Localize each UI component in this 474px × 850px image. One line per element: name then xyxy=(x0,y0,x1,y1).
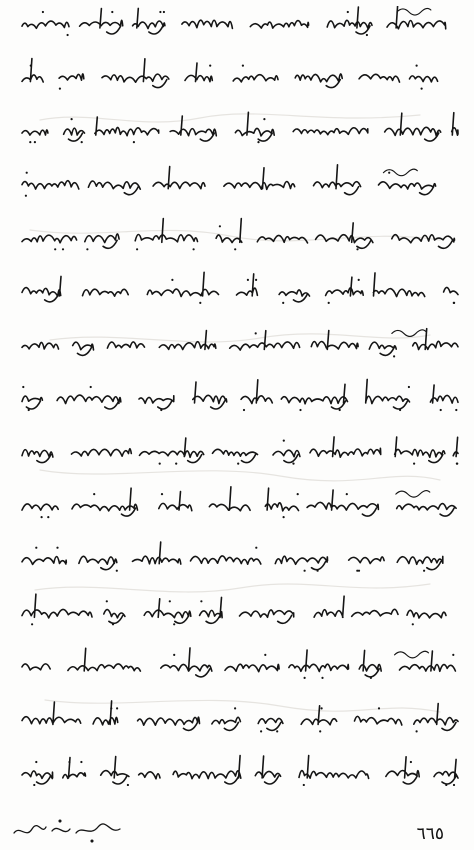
diacritic-dot xyxy=(159,463,161,465)
diacritic-dot xyxy=(173,654,175,656)
diacritic-dot xyxy=(80,761,82,763)
diacritic-dot xyxy=(136,248,138,250)
diacritic-dot xyxy=(173,623,175,625)
diacritic-dot xyxy=(299,409,301,411)
diacritic-dot xyxy=(56,547,58,549)
diacritic-dot xyxy=(416,65,418,67)
handwritten-line xyxy=(22,272,458,302)
diacritic-dot xyxy=(34,141,36,143)
diacritic-dot xyxy=(413,463,415,465)
diacritic-dot xyxy=(303,784,305,786)
diacritic-dot xyxy=(416,730,418,732)
diacritic-dot xyxy=(453,784,455,786)
interlinear-annotation xyxy=(396,491,430,498)
diacritic-dot xyxy=(304,570,306,572)
diacritic-dot xyxy=(292,463,294,465)
diacritic-dot xyxy=(263,118,265,120)
diacritic-dot xyxy=(328,302,330,304)
diacritic-dot xyxy=(35,547,37,549)
page-number: ٦٦٥ xyxy=(416,824,444,844)
handwritten-script-lines xyxy=(18,6,462,786)
interlinear-annotation xyxy=(392,330,426,337)
diacritic-dot xyxy=(440,409,442,411)
handwritten-line xyxy=(22,59,438,88)
diacritic-dot xyxy=(62,248,64,250)
handwritten-line xyxy=(22,701,458,731)
handwritten-line xyxy=(22,648,455,677)
diacritic-dot xyxy=(408,386,410,388)
diacritic-dot xyxy=(171,279,173,281)
diacritic-dot xyxy=(255,279,257,281)
diacritic-dot xyxy=(106,600,108,602)
handwritten-line xyxy=(22,437,458,463)
interlinear-annotation xyxy=(395,651,429,658)
diacritic-dot xyxy=(283,516,285,518)
diacritic-dot xyxy=(255,332,257,334)
handwritten-line xyxy=(22,594,446,623)
diacritic-dot xyxy=(111,11,113,13)
diacritic-dot xyxy=(453,302,455,304)
diacritic-dot xyxy=(86,248,88,250)
diacritic-dot xyxy=(255,547,257,549)
handwritten-line xyxy=(22,542,443,570)
diacritic-dot xyxy=(81,141,83,143)
diacritic-dot xyxy=(283,440,285,442)
diacritic-dot xyxy=(243,409,245,411)
diacritic-dot xyxy=(116,570,118,572)
diacritic-dot xyxy=(234,248,236,250)
diacritic-dot xyxy=(257,141,259,143)
diacritic-dot xyxy=(455,409,457,411)
diacritic-dot xyxy=(25,195,27,197)
diacritic-dot xyxy=(90,386,92,388)
interlinear-annotation xyxy=(397,8,431,15)
diacritic-dot xyxy=(423,570,425,572)
diacritic-dot xyxy=(410,761,412,763)
diacritic-dot xyxy=(67,34,69,36)
diacritic-dot xyxy=(456,463,458,465)
diacritic-dot xyxy=(366,34,368,36)
diacritic-dot xyxy=(199,302,201,304)
diacritic-dot xyxy=(421,88,423,90)
diacritic-dot xyxy=(22,386,24,388)
diacritic-dot xyxy=(159,11,161,13)
diacritic-dot xyxy=(219,225,221,227)
diacritic-dot xyxy=(71,118,73,120)
handwritten-line xyxy=(22,6,446,34)
diacritic-dot xyxy=(319,730,321,732)
diacritic-dot xyxy=(163,11,165,13)
diacritic-dot xyxy=(31,623,33,625)
diacritic-dot xyxy=(347,11,349,13)
diacritic-dot xyxy=(93,493,95,495)
diacritic-dot xyxy=(133,141,135,143)
diacritic-dot xyxy=(200,600,202,602)
diacritic-dot xyxy=(209,65,211,67)
diacritic-dot xyxy=(452,654,454,656)
diacritic-dot xyxy=(393,355,395,357)
diacritic-dot xyxy=(161,493,163,495)
diacritic-dot xyxy=(321,677,323,679)
handwritten-text-block xyxy=(18,6,462,786)
handwritten-line xyxy=(22,219,455,249)
bottom-note-scribble xyxy=(10,815,130,845)
handwritten-line xyxy=(22,379,458,409)
handwritten-line xyxy=(22,487,456,516)
diacritic-dot xyxy=(297,493,299,495)
diacritic-dot xyxy=(378,707,380,709)
handwritten-line xyxy=(22,112,458,141)
diacritic-dot xyxy=(358,279,360,281)
diacritic-dot xyxy=(41,516,43,518)
diacritic-dot xyxy=(260,730,262,732)
diacritic-dot xyxy=(29,141,31,143)
diacritic-dot xyxy=(388,172,390,174)
diacritic-dot xyxy=(26,172,28,174)
diacritic-dot xyxy=(358,570,360,572)
diacritic-dot xyxy=(237,463,239,465)
diacritic-dot xyxy=(234,707,236,709)
diacritic-dot xyxy=(282,302,284,304)
diacritic-dot xyxy=(304,677,306,679)
diacritic-dot xyxy=(42,11,44,13)
diacritic-dot xyxy=(264,654,266,656)
diacritic-dot xyxy=(35,761,37,763)
diacritic-dot xyxy=(33,784,35,786)
diacritic-dot xyxy=(356,248,358,250)
diacritic-dot xyxy=(127,784,129,786)
handwritten-line xyxy=(22,165,436,195)
diacritic-dot xyxy=(242,65,244,67)
diacritic-dot xyxy=(346,493,348,495)
handwritten-line xyxy=(22,756,458,785)
diacritic-dot xyxy=(175,463,177,465)
diacritic-dot xyxy=(276,730,278,732)
diacritic-dot xyxy=(412,623,414,625)
diacritic-dot xyxy=(59,88,61,90)
diacritic-dot xyxy=(169,600,171,602)
diacritic-dot xyxy=(193,248,195,250)
diacritic-dot xyxy=(321,707,323,709)
diacritic-dot xyxy=(47,516,49,518)
diacritic-dot xyxy=(247,279,249,281)
diacritic-dot xyxy=(116,707,118,709)
diacritic-dot xyxy=(54,248,56,250)
